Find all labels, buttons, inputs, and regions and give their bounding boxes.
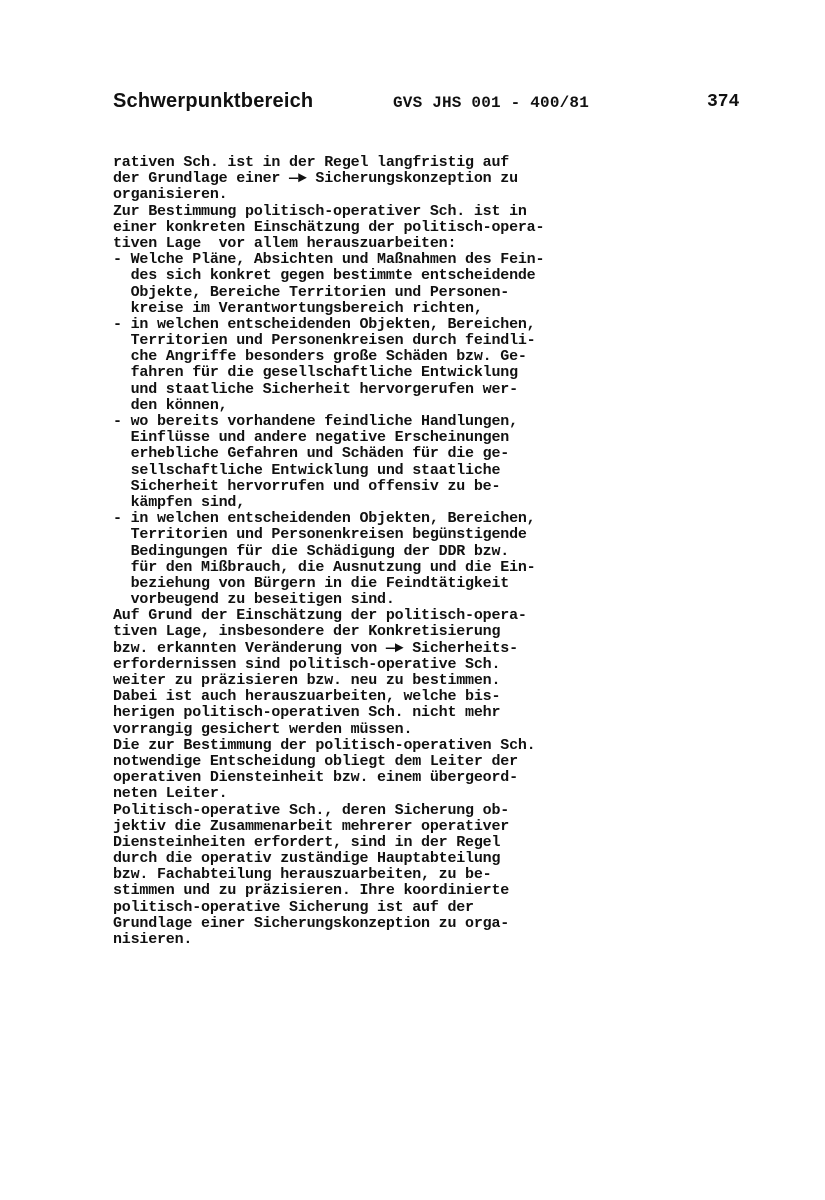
- text-line: Bedingungen für die Schädigung der DDR bzw.: [113, 542, 510, 560]
- text-line: notwendige Entscheidung obliegt dem Leiter der: [113, 752, 518, 770]
- text-line: Dabei ist auch herauszuarbeiten, welche bis-: [113, 688, 501, 706]
- text-line: - wo bereits vorhandene feindliche Handlungen,: [113, 413, 518, 430]
- text-line: politisch-operative Sicherung ist auf der: [113, 898, 474, 916]
- text-line: Territorien und Personenkreisen begünstigende: [113, 526, 527, 544]
- text-line: einer konkreten Einschätzung der politisch-opera-: [113, 218, 545, 236]
- text-line: Die zur Bestimmung der politisch-operativen Sch.: [113, 736, 536, 754]
- text-line: Einflüsse und andere negative Erscheinungen: [113, 429, 510, 447]
- text-line: organisieren.: [113, 186, 228, 204]
- text-line: tiven Lage vor allem herauszuarbeiten:: [113, 234, 457, 252]
- text-line: bzw. Fachabteilung herauszuarbeiten, zu be-: [113, 866, 492, 884]
- text-line: weiter zu präzisieren bzw. neu zu bestimmen.: [113, 672, 501, 689]
- text-line: des sich konkret gegen bestimmte entscheidende: [113, 267, 536, 285]
- text-line: kreise im Verantwortungsbereich richten,: [113, 299, 483, 317]
- page-number: 374: [707, 92, 740, 112]
- text-line: sellschaftliche Entwicklung und staatliche: [113, 461, 501, 479]
- text-line: Auf Grund der Einschätzung der politisch-opera-: [113, 607, 527, 625]
- text-line: kämpfen sind,: [113, 493, 246, 511]
- document-reference: GVS JHS 001 - 400/81: [393, 94, 590, 112]
- text-line: den können,: [113, 396, 228, 414]
- text-line: Territorien und Personenkreisen durch feindli-: [113, 332, 536, 350]
- text-line: rativen Sch. ist in der Regel langfristig auf: [113, 154, 510, 171]
- text-line: Politisch-operative Sch., deren Sicherung ob-: [113, 801, 510, 819]
- text-line: Sicherheit hervorrufen und offensiv zu be-: [113, 477, 501, 495]
- text-line: Objekte, Bereiche Territorien und Personen-: [113, 283, 510, 301]
- text-line: operativen Diensteinheit bzw. einem übergeord-: [113, 769, 518, 787]
- text-line: vorrangig gesichert werden müssen.: [113, 720, 413, 738]
- text-line: tiven Lage, insbesondere der Konkretisierung: [113, 623, 501, 641]
- text-line: - in welchen entscheidenden Objekten, Bereichen,: [113, 510, 536, 528]
- text-line: erhebliche Gefahren und Schäden für die ge-: [113, 445, 510, 463]
- text-line: bzw. erkannten Veränderung von —► Sicherheits-: [113, 639, 518, 657]
- text-line: - Welche Pläne, Absichten und Maßnahmen des Fein-: [113, 251, 545, 269]
- text-line: der Grundlage einer —► Sicherungskonzeption zu: [113, 170, 518, 188]
- text-line: Zur Bestimmung politisch-operativer Sch. ist in: [113, 202, 527, 220]
- text-line: durch die operativ zuständige Hauptabteilung: [113, 850, 501, 868]
- text-line: und staatliche Sicherheit hervorgerufen wer-: [113, 380, 518, 398]
- header-keyword: Schwerpunktbereich: [113, 90, 314, 112]
- text-line: - in welchen entscheidenden Objekten, Bereichen,: [113, 315, 536, 333]
- text-line: che Angriffe besonders große Schäden bzw. Ge-: [113, 348, 527, 366]
- text-line: erfordernissen sind politisch-operative Sch.: [113, 655, 501, 673]
- text-line: beziehung von Bürgern in die Feindtätigkeit: [113, 574, 510, 592]
- text-line: vorbeugend zu beseitigen sind.: [113, 591, 395, 609]
- text-line: herigen politisch-operativen Sch. nicht mehr: [113, 704, 501, 722]
- text-line: für den Mißbrauch, die Ausnutzung und die Ein-: [113, 558, 536, 576]
- text-line: stimmen und zu präzisieren. Ihre koordinierte: [113, 882, 510, 900]
- text-line: neten Leiter.: [113, 785, 228, 803]
- text-line: nisieren.: [113, 931, 193, 948]
- text-line: jektiv die Zusammenarbeit mehrerer operativer: [113, 817, 510, 835]
- body-text: [113, 155, 613, 948]
- text-line: Diensteinheiten erfordert, sind in der Regel: [113, 833, 501, 851]
- text-line: fahren für die gesellschaftliche Entwicklung: [113, 364, 518, 382]
- text-line: Grundlage einer Sicherungskonzeption zu orga-: [113, 914, 510, 932]
